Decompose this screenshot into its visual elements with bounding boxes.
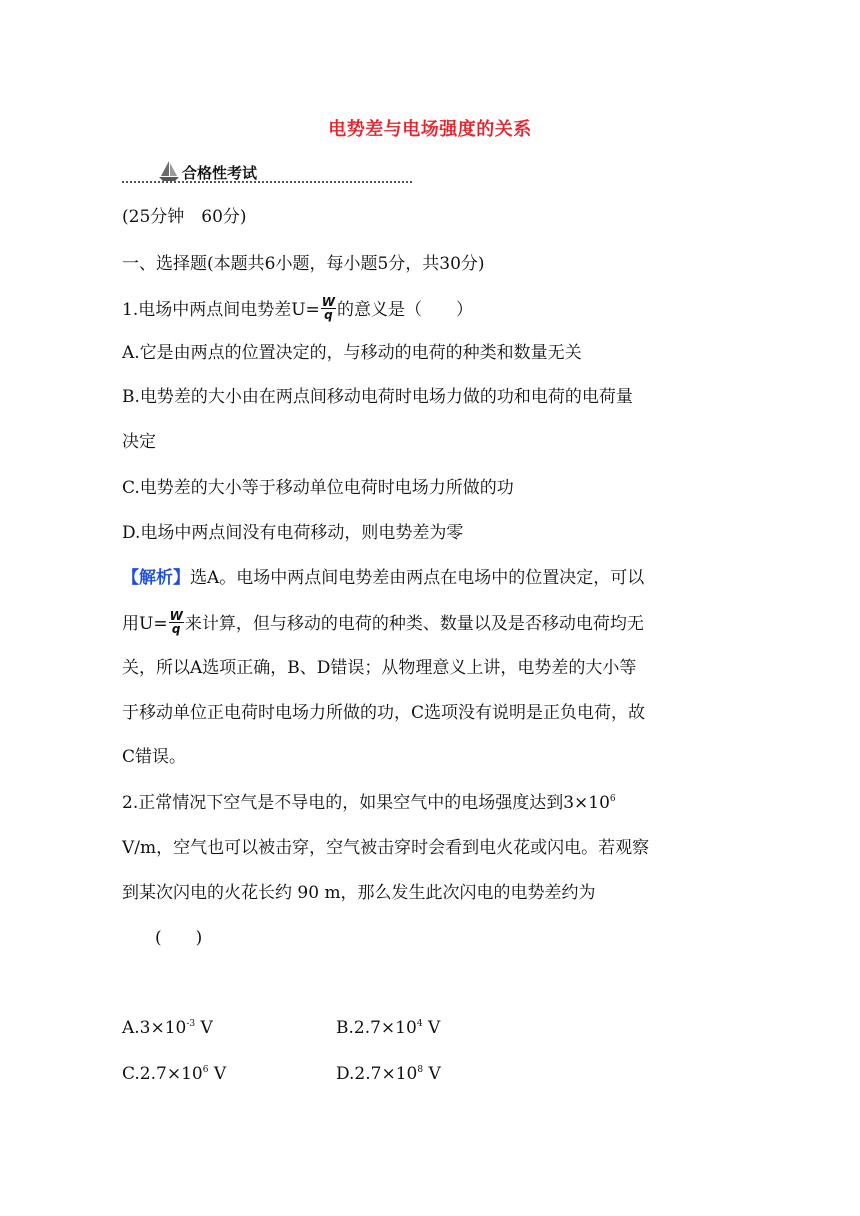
dotted-divider (122, 181, 412, 183)
q2-option-d (336, 1063, 441, 1085)
q2-option-a-base: A.3×10 (122, 1018, 187, 1038)
fraction-denominator: q (171, 622, 181, 636)
analysis-tag: 【解析】 (122, 568, 190, 588)
analysis-text-2-before: 用U= (122, 614, 168, 634)
q2-option-b-exponent: 4 (416, 1019, 423, 1029)
q2-exponent: 6 (609, 794, 616, 804)
question-2-line-3: 到某次闪电的火花长约 90 m，那么发生此次闪电的电势差约为 (122, 883, 596, 903)
fraction-numerator: W (169, 609, 183, 623)
question-2-line-1 (122, 792, 616, 814)
q2-option-b-base: B.2.7×10 (336, 1018, 417, 1038)
q1-option-b-line1: B.电势差的大小由在两点间移动电荷时电场力做的功和电荷的电荷量 (122, 387, 633, 407)
question-2-answer-blank: ( ) (155, 928, 203, 948)
section-label: 合格性考试 (182, 164, 258, 182)
fraction-w-over-q-analysis (169, 610, 184, 635)
q2-option-d-base: D.2.7×10 (336, 1064, 418, 1084)
page-title: 电势差与电场强度的关系 (328, 119, 532, 140)
q2-option-c-exponent: 6 (202, 1065, 209, 1075)
q2-option-a (122, 1017, 213, 1039)
q2-option-d-unit: V (423, 1064, 441, 1084)
q1-option-a: A.它是由两点的位置决定的，与移动的电荷的种类和数量无关 (122, 343, 582, 363)
analysis-text-2-after: 来计算，但与移动的电荷的种类、数量以及是否移动电荷均无 (184, 614, 644, 634)
q1-option-b-line2: 决定 (122, 432, 156, 452)
analysis-line-1 (122, 567, 644, 589)
q1-option-c: C.电势差的大小等于移动单位电荷时电场力所做的功 (122, 478, 514, 498)
question-2-line-2: V/m，空气也可以被击穿，空气被击穿时会看到电火花或闪电。若观察 (122, 838, 650, 858)
time-score: (25分钟 60分) (122, 207, 247, 227)
q2-option-b (336, 1017, 440, 1039)
analysis-line-2 (122, 609, 644, 637)
q2-option-c-base: C.2.7×10 (122, 1064, 203, 1084)
q2-text-1: 2.正常情况下空气是不导电的，如果空气中的电场强度达到3×10 (122, 793, 610, 813)
fraction-denominator: q (324, 308, 333, 322)
analysis-line-3: 关，所以A选项正确，B、D错误；从物理意义上讲，电势差的大小等 (122, 658, 637, 678)
question-1-stem (122, 295, 474, 323)
fraction-numerator: W (321, 295, 336, 309)
q2-option-c (122, 1063, 226, 1085)
q1-option-d: D.电场中两点间没有电荷移动，则电势差为零 (122, 523, 464, 543)
section-header (122, 160, 412, 184)
analysis-line-5: C错误。 (122, 747, 187, 767)
q2-option-a-unit: V (195, 1018, 213, 1038)
q2-option-a-exponent: -3 (186, 1019, 196, 1029)
q2-option-b-unit: V (422, 1018, 441, 1038)
q2-option-d-exponent: 8 (417, 1065, 424, 1075)
q1-stem-before: 1.电场中两点间电势差U= (122, 300, 320, 320)
sailboat-icon (158, 160, 180, 182)
q2-option-c-unit: V (208, 1064, 227, 1084)
fraction-w-over-q (321, 296, 336, 321)
part-header: 一、选择题(本题共6小题，每小题5分，共30分) (122, 254, 485, 274)
analysis-line-4: 于移动单位正电荷时电场力所做的功，C选项没有说明是正负电荷，故 (122, 703, 646, 723)
q1-stem-after: 的意义是（ ） (337, 300, 474, 320)
analysis-text-1: 选A。电场中两点间电势差由两点在电场中的位置决定，可以 (190, 568, 645, 588)
